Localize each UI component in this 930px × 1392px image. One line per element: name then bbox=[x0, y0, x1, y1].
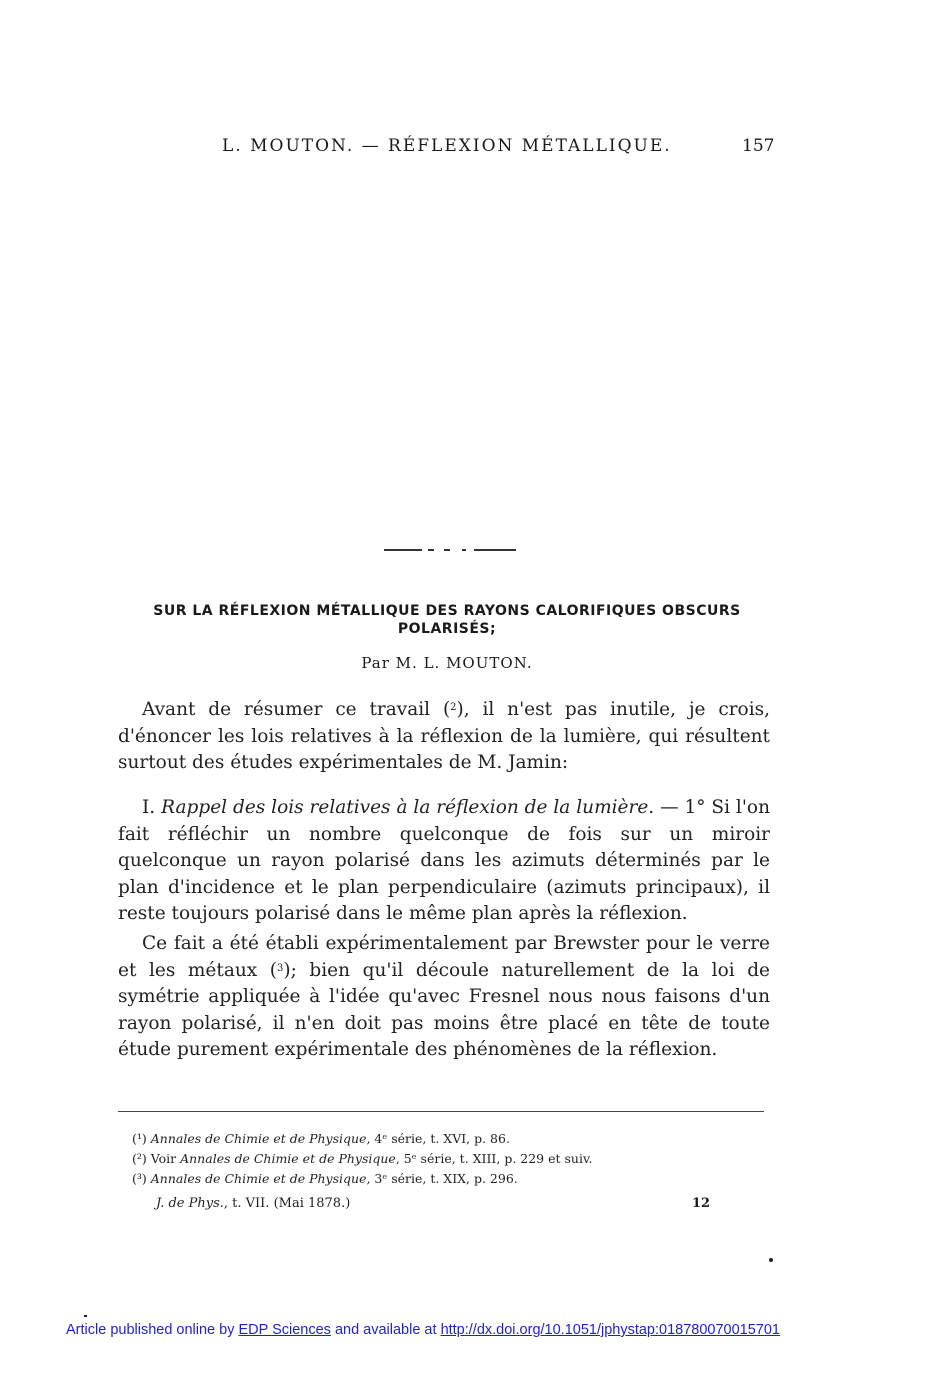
p2-text: — 1° Si l'on fait réfléchir un nombre quelconque de fois sur un miroir quelconque un rayon polarisé dans les azimuts déterminés par le plan d'incidence et le plan perpendiculaire (azimuts principaux), il reste toujours polarisé dans le même plan après la réflexion. bbox=[118, 797, 770, 925]
publication-middle: and available at bbox=[330, 1322, 441, 1338]
footnote-text: Voir bbox=[150, 1151, 181, 1166]
footnote-ref-3[interactable]: 3 bbox=[277, 962, 284, 974]
footnote-mark: (³) bbox=[132, 1171, 147, 1186]
p3-text-b: ); bien qu'il découle naturellement de la loi de symétrie appliquée à l'idée qu'avec Fresnel nous nous faisons d'un rayon polarisé, il n'en doit pas moins être placé en tête de toute étude purement expérimentale des phénomènes de la réflexion. bbox=[118, 959, 771, 1061]
publisher-link[interactable]: EDP Sciences bbox=[238, 1322, 331, 1338]
footnote-3 bbox=[132, 1169, 752, 1189]
section-ornament-rule bbox=[384, 549, 516, 553]
footnotes bbox=[132, 1129, 752, 1189]
body-paragraph-2 bbox=[118, 795, 770, 928]
running-title: L. MOUTON. — RÉFLEXION MÉTALLIQUE. bbox=[222, 136, 672, 156]
p1-text-b: ), il n'est pas inutile, je crois, d'énoncer les lois relatives à la réflexion de la lumière, qui résultent surtout des études expérimentales de M. Jamin: bbox=[118, 699, 770, 774]
footnote-source: Annales de Chimie et de Physique bbox=[150, 1171, 367, 1186]
footnote-text: , 4ᵉ série, t. XVI, p. 86. bbox=[366, 1131, 510, 1146]
section-number: I. bbox=[142, 797, 156, 818]
journal-reference bbox=[156, 1196, 350, 1211]
footnote-source: Annales de Chimie et de Physique bbox=[150, 1131, 367, 1146]
page-number: 157 bbox=[742, 136, 775, 156]
doi-link[interactable]: http://dx.doi.org/10.1051/jphystap:018780070015701 bbox=[440, 1322, 780, 1338]
footnote-mark: (¹) bbox=[132, 1131, 147, 1146]
scan-speck bbox=[769, 1258, 773, 1262]
publication-prefix: Article published online by bbox=[66, 1322, 239, 1338]
publication-notice bbox=[66, 1322, 780, 1338]
signature-mark: 12 bbox=[692, 1196, 711, 1211]
author-byline: Par M. L. MOUTON. bbox=[361, 654, 533, 672]
journal-issue: , t. VII. (Mai 1878.) bbox=[223, 1196, 351, 1211]
journal-name: J. de Phys. bbox=[156, 1196, 224, 1211]
body-paragraph-3 bbox=[118, 931, 770, 1064]
footnote-ref-2[interactable]: 2 bbox=[450, 702, 457, 713]
footnote-text: , 3ᵉ série, t. XIX, p. 296. bbox=[366, 1171, 518, 1186]
footnote-text: , 5ᵉ série, t. XIII, p. 229 et suiv. bbox=[395, 1151, 593, 1166]
article-title: SUR LA RÉFLEXION MÉTALLIQUE DES RAYONS CALORIFIQUES OBSCURS POLARISÉS; bbox=[153, 603, 741, 637]
footnote-2 bbox=[132, 1149, 752, 1169]
p3-text-a: Ce fait a été établi expérimentalement par Brewster pour le verre et les métaux ( bbox=[118, 933, 770, 981]
body-paragraph-1 bbox=[118, 697, 770, 777]
p1-text-a: Avant de résumer ce travail ( bbox=[142, 699, 451, 720]
footnote-1 bbox=[132, 1129, 752, 1149]
footnote-mark: (²) bbox=[132, 1151, 147, 1166]
section-heading: Rappel des lois relatives à la réflexion de la lumière. bbox=[161, 797, 655, 818]
footnote-source: Annales de Chimie et de Physique bbox=[180, 1151, 396, 1166]
footnote-separator bbox=[118, 1111, 764, 1112]
scan-speck bbox=[84, 1315, 87, 1317]
